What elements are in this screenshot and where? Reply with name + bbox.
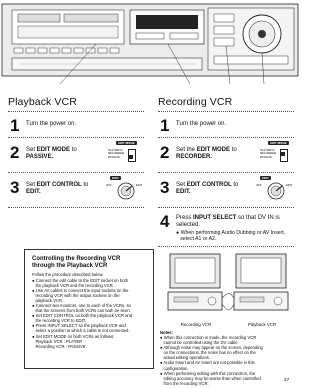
dial-knob-icon: [116, 181, 136, 201]
box-intro: Follow the procedure described below.: [32, 272, 104, 277]
switch-knob: [129, 155, 133, 159]
box-line: recording VCR with the output sockets on the: [32, 292, 120, 298]
note-line: editing accuracy may be worse than when controlled: [160, 375, 261, 381]
edit-control-dial-illustration: [256, 176, 294, 202]
dial-option-edit: EDIT: [286, 183, 293, 187]
box-line: Playback VCR : PLAYER: [32, 338, 83, 344]
edit-control-dial-illustration: [106, 176, 144, 202]
dial-knob-icon: [266, 181, 286, 201]
switch-tag: EDIT MODE: [118, 141, 135, 145]
note-line: ● Audio Insert and AV Insert are not possible in this: [160, 360, 255, 366]
step-number: 1: [160, 116, 170, 135]
box-line: ● Press INPUT SELECT so the playback VCR and: [32, 323, 126, 329]
box-line: ● Set EDIT CONTROL on both the playback VCR and: [32, 313, 133, 319]
box-line: that the screens from both VCRs can both be seen.: [32, 308, 131, 314]
divider: [158, 172, 294, 173]
divider: [8, 111, 144, 112]
divider: [8, 137, 144, 138]
box-line: ● Connect two monitors, one to each of the VCRs, so: [32, 302, 131, 308]
dial-option-off: OFF: [106, 183, 112, 187]
dial-option-edit: EDIT: [136, 183, 143, 187]
switch-knob: [281, 152, 285, 156]
step-number: 3: [160, 178, 170, 197]
box-line: ● Connect the edit cable to the EDIT socket on both: [32, 277, 129, 283]
note-line: on the connections, the noise has no effect on the: [160, 350, 256, 356]
notes-list: [160, 335, 296, 386]
caption-playback-vcr: Playback VCR: [247, 322, 277, 327]
step-text: Set the EDIT MODE to RECORDER.: [176, 147, 237, 161]
controlling-recording-vcr-box: [24, 249, 154, 369]
note-line: ● Although noise may appear on the screen, depending: [160, 345, 263, 351]
divider: [8, 207, 144, 208]
switch-options: PLAYBACK RECORDER PASSIVE: [260, 148, 277, 159]
step-number: 3: [10, 178, 20, 197]
step-text: Turn the power on.: [176, 121, 227, 127]
box-instructions: [32, 278, 150, 349]
step-text: Set EDIT CONTROL to EDIT.: [176, 182, 239, 196]
step-note: ● When performing Audio Dubbing or AV Insert, select A1 or A2.: [176, 230, 286, 243]
step-text: Press INPUT SELECT so that DV IN is selected.: [176, 215, 280, 229]
note-line: cannot be controlled using the DV cable.: [160, 340, 239, 346]
caption-recording-vcr: Recording VCR: [180, 322, 212, 327]
edit-mode-switch-illustration: [108, 141, 142, 169]
note-line: from the recording VCR.: [160, 380, 209, 386]
page-number: 27: [284, 378, 290, 383]
switch-tag: EDIT MODE: [270, 141, 287, 145]
dial-tag: EDIT: [112, 176, 119, 180]
divider: [158, 246, 294, 247]
switch-options: PLAYBACK RECORDER PASSIVE: [108, 148, 125, 159]
box-title: Controlling the Recording VCR through the Playback VCR: [32, 256, 121, 269]
box-line: Recording VCR : PASSIVE: [32, 343, 86, 349]
playback-vcr-heading: Playback VCR: [8, 96, 77, 108]
notes-heading: Notes:: [160, 330, 174, 335]
note-line: ● When this connection is made, the recording VCR: [160, 335, 257, 340]
step-number: 2: [10, 143, 20, 162]
box-line: select a position to which a cable is not connected.: [32, 328, 130, 334]
box-line: the recording VCR to EDIT.: [32, 318, 86, 324]
divider: [158, 111, 294, 112]
step-text: Set EDIT CONTROL to EDIT.: [26, 182, 89, 196]
dial-option-off: OFF: [256, 183, 262, 187]
note-line: actual editing operations.: [160, 355, 211, 361]
divider: [8, 172, 144, 173]
box-line: ● Set EDIT MODE on both VCRs as follows:: [32, 333, 115, 339]
step-number: 4: [160, 212, 170, 231]
note-line: ● When performing editing with this connection, the: [160, 370, 256, 376]
divider: [158, 137, 294, 138]
divider: [158, 207, 294, 208]
box-line: the playback VCR and the recording VCR.: [32, 282, 114, 288]
note-line: configuration.: [160, 365, 189, 371]
step-number: 2: [160, 143, 170, 162]
step-text: Set EDIT MODE to PASSIVE.: [26, 147, 77, 161]
recording-vcr-heading: Recording VCR: [158, 96, 233, 108]
edit-mode-switch-illustration: [260, 141, 294, 169]
vcr-front-panel-illustration: [0, 0, 300, 86]
step-number: 1: [10, 116, 20, 135]
dial-tag: EDIT: [262, 176, 269, 180]
step-text: Turn the power on.: [26, 121, 77, 127]
box-line: ● Use AV cables to connect the input sockets on the: [32, 287, 129, 293]
monitors-and-vcrs-illustration: [164, 252, 296, 320]
box-line: playback VCR.: [32, 297, 64, 303]
